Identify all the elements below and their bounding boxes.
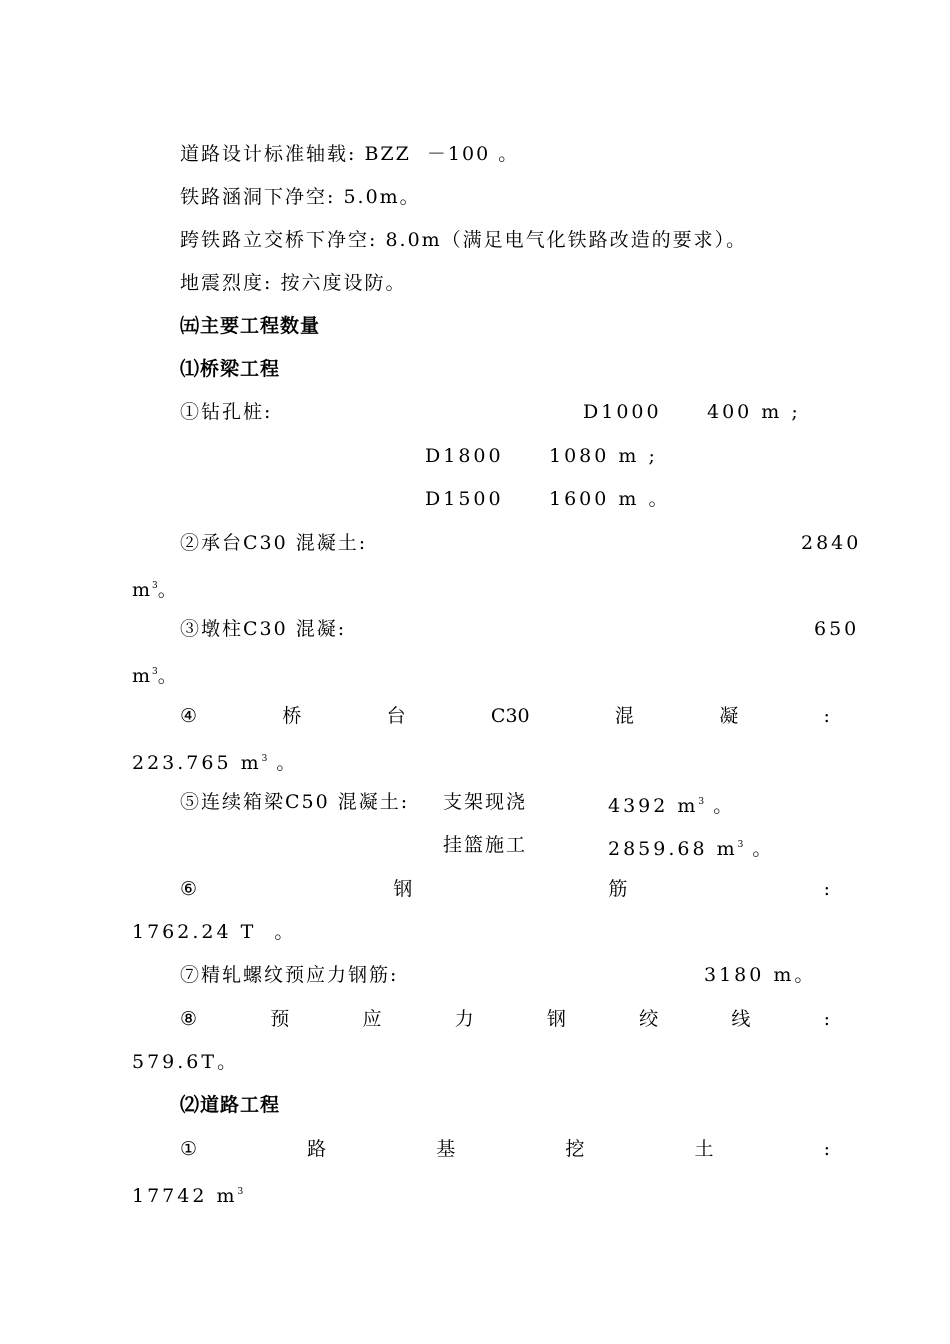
bored-pile-length-1: 400 m ; [707,401,801,423]
rebar-label-row: ⑥ 钢 筋 : [180,878,830,900]
bored-pile-label: ①钻孔桩: [180,401,273,423]
culvert-clearance-line: 铁路涵洞下净空: 5.0m。 [180,186,421,208]
section-heading-quantities: ㈤主要工程数量 [180,315,321,337]
bored-pile-length-3: 1600 m 。 [549,488,671,510]
subheading-bridge-works: ⑴桥梁工程 [180,358,281,380]
box-girder-method-1: 支架现浇 [443,791,528,813]
bored-pile-spec-1: D1000 [583,401,662,423]
bored-pile-length-2: 1080 m ; [549,445,658,467]
pile-cap-unit: $m^3$。 [132,579,179,601]
pile-cap-value: 2840 [801,532,862,554]
pile-cap-label: ②承台C30 混凝土: [180,532,368,554]
design-axle-load-line: 道路设计标准轴载: BZZ －100 。 [180,143,520,165]
pier-column-value: 650 [814,618,860,640]
box-girder-label: ⑤连续箱梁C50 混凝土: [180,791,410,813]
threaded-bar-label: ⑦精轧螺纹预应力钢筋: [180,964,399,986]
rebar-value: 1762.24 T 。 [132,921,297,943]
subheading-road-works: ⑵道路工程 [180,1094,281,1116]
box-girder-method-2: 挂篮施工 [443,834,528,856]
excavation-value: 17742 $m^3$ [132,1185,244,1207]
abutment-label-row: ④ 桥 台 C30 混 凝 : [180,705,830,727]
abutment-value: 223.765 $m^3$ 。 [132,752,299,774]
pier-column-unit: $m^3$。 [132,665,179,687]
threaded-bar-value: 3180 m。 [704,964,817,986]
box-girder-value-2: 2859.68 $m^3$ 。 [608,838,775,860]
box-girder-value-1: 4392 $m^3$ 。 [608,795,736,817]
bored-pile-spec-3: D1500 [425,488,504,510]
pier-column-label: ③墩柱C30 混凝: [180,618,347,640]
seismic-intensity-line: 地震烈度: 按六度设防。 [180,272,407,294]
overpass-clearance-line: 跨铁路立交桥下净空: 8.0m（满足电气化铁路改造的要求）。 [180,229,748,251]
bored-pile-spec-2: D1800 [425,445,504,467]
strand-value: 579.6T。 [132,1051,240,1073]
strand-label-row: ⑧ 预 应 力 钢 绞 线 : [180,1008,830,1030]
excavation-label-row: ① 路 基 挖 土 : [180,1138,830,1160]
